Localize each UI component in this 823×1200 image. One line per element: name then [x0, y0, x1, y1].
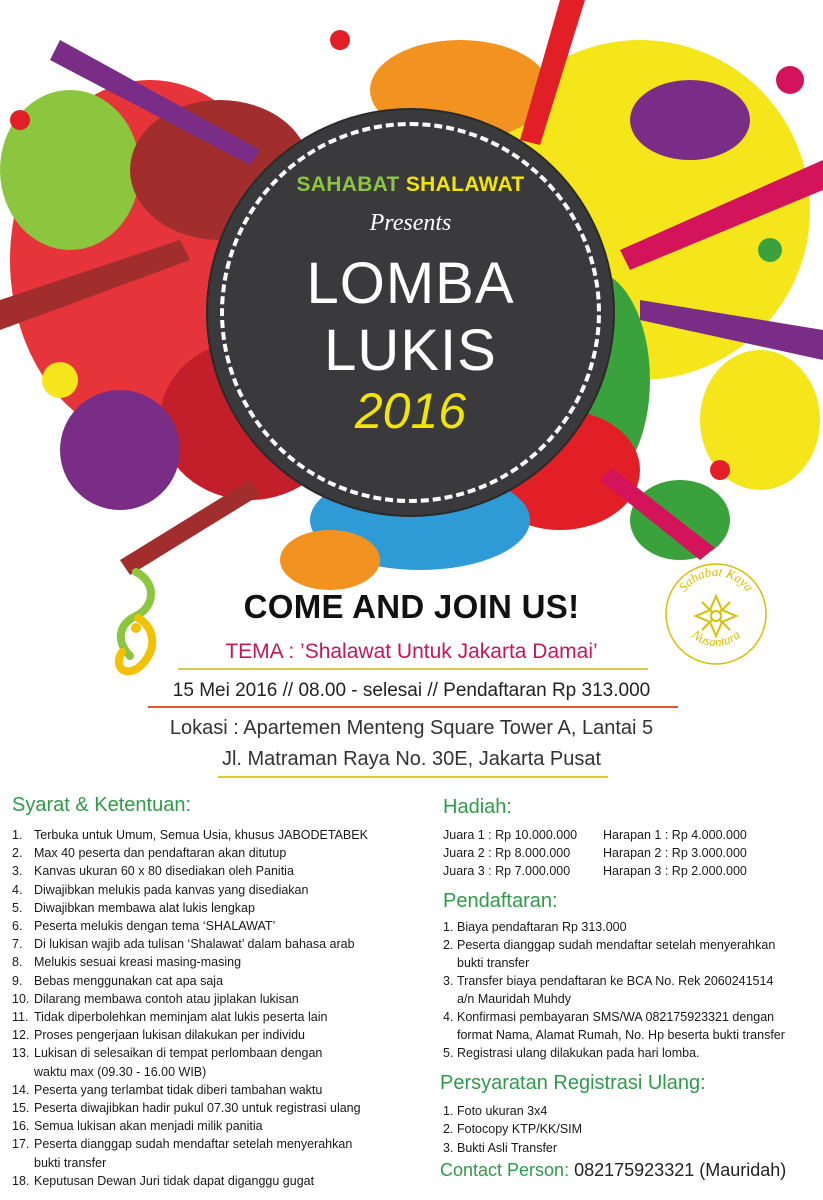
- list-item: [443, 918, 818, 936]
- list-item: [12, 1099, 432, 1117]
- item-number: 17.: [12, 1137, 30, 1152]
- list-item: [12, 917, 432, 935]
- item-number: 4.: [443, 1010, 454, 1024]
- location-line1: Lokasi : Apartemen Menteng Square Tower A, Lantai 5: [169, 717, 654, 739]
- location-underline: [218, 776, 608, 778]
- item-text-line: Dilarang membawa contoh atau jiplakan lukisan: [34, 991, 299, 1006]
- item-number: 18.: [12, 1173, 30, 1188]
- list-item: [12, 1117, 432, 1135]
- item-text: [34, 1026, 305, 1044]
- item-number: 12.: [12, 1028, 30, 1043]
- item-text-line: Konfirmasi pembayaran SMS/WA 082175923321 dengan: [457, 1010, 775, 1024]
- item-number: 10.: [12, 991, 30, 1006]
- theme-text: TEMA : ’Shalawat Untuk Jakarta Damai’: [225, 640, 598, 663]
- prize-row: [443, 862, 747, 880]
- item-text: [34, 953, 241, 971]
- item-text: [457, 1044, 700, 1062]
- item-text: [457, 1008, 785, 1044]
- item-number: 5.: [12, 900, 23, 915]
- list-item: [12, 1008, 432, 1026]
- item-number: 11.: [12, 1010, 29, 1025]
- item-text-line: Transfer biaya pendaftaran ke BCA No. Rek 2060241514: [457, 974, 774, 988]
- event-title-line2: LUKIS: [324, 318, 497, 383]
- item-text: [34, 1044, 322, 1080]
- item-text-line: Peserta yang terlambat tidak diberi tambahan waktu: [34, 1082, 323, 1097]
- item-number: 8.: [12, 955, 23, 970]
- item-text: [34, 844, 286, 862]
- list-item: [443, 1120, 582, 1138]
- contact-label: Contact Person:: [440, 1160, 570, 1180]
- item-number: 2.: [12, 846, 23, 861]
- item-text: [457, 936, 775, 972]
- prizes-table: [443, 826, 747, 881]
- item-text-line: Melukis sesuai kreasi masing-masing: [34, 955, 242, 970]
- item-text-line: Peserta dianggap sudah mendaftar setelah menyerahkan: [457, 938, 776, 952]
- prizes-heading: Hadiah:: [443, 796, 512, 818]
- item-text: [457, 918, 627, 936]
- prize-row: [443, 844, 747, 862]
- item-text-line: bukti transfer: [457, 956, 530, 970]
- item-number: 1.: [443, 920, 454, 934]
- title-badge: [208, 110, 613, 515]
- theme-underline: [178, 668, 648, 670]
- date-time-fee: 15 Mei 2016 // 08.00 - selesai // Pendaftaran Rp 313.000: [172, 680, 651, 701]
- presents-text: Presents: [369, 210, 452, 236]
- prize-harapan: Harapan 2 : Rp 3.000.000: [603, 846, 747, 861]
- item-text: [34, 881, 308, 899]
- item-number: 4.: [12, 882, 23, 897]
- item-text-line: Keputusan Dewan Juri tidak dapat diganggu gugat: [34, 1173, 315, 1188]
- list-item: [12, 844, 432, 862]
- date-underline: [148, 706, 678, 708]
- item-text-line: Tidak diperbolehkan meminjam alat lukis peserta lain: [34, 1010, 328, 1025]
- item-text-line: Biaya pendaftaran Rp 313.000: [457, 920, 627, 934]
- item-text: [34, 826, 368, 844]
- item-number: 13.: [12, 1046, 30, 1061]
- reregistration-list: [443, 1102, 582, 1157]
- list-item: [12, 1081, 432, 1099]
- item-text: Bukti Asli Transfer: [457, 1140, 558, 1155]
- organizer-name: [208, 173, 613, 197]
- item-number: 1.: [12, 828, 23, 842]
- prize-harapan: Harapan 1 : Rp 4.000.000: [603, 828, 747, 842]
- item-text-line: waktu max (09.30 - 16.00 WIB): [34, 1064, 207, 1079]
- list-item: [443, 972, 818, 1008]
- list-item: [443, 1139, 582, 1157]
- call-to-action: COME AND JOIN US!: [243, 588, 580, 625]
- list-item: [12, 935, 432, 953]
- item-text: [34, 972, 223, 990]
- list-item: [443, 1044, 818, 1062]
- organizer-name-part2: SHALAWAT: [405, 173, 525, 196]
- item-text-line: Bebas menggunakan cat apa saja: [34, 973, 224, 988]
- terms-list: [12, 826, 432, 1190]
- item-text-line: Diwajibkan membawa alat lukis lengkap: [34, 900, 255, 915]
- registration-list: [443, 918, 818, 1062]
- item-number: 6.: [12, 919, 23, 934]
- list-item: [12, 826, 432, 844]
- prize-juara: Juara 2 : Rp 8.000.000: [443, 846, 571, 861]
- list-item: [12, 899, 432, 917]
- item-text: Fotocopy KTP/KK/SIM: [457, 1122, 583, 1137]
- item-text-line: Diwajibkan melukis pada kanvas yang disediakan: [34, 882, 309, 897]
- item-text-line: bukti transfer: [34, 1155, 107, 1170]
- svg-text:Nusantara: Nusantara: [689, 626, 743, 650]
- prize-juara: Juara 3 : Rp 7.000.000: [443, 864, 571, 879]
- item-number: 3.: [443, 974, 454, 988]
- item-text-line: Lukisan di selesaikan di tempat perlombaan dengan: [34, 1046, 323, 1061]
- item-number: 1.: [443, 1104, 454, 1118]
- item-text: [457, 972, 773, 1008]
- reregistration-heading: Persyaratan Registrasi Ulang:: [440, 1072, 706, 1094]
- event-title-line1: LOMBA: [306, 251, 515, 316]
- list-item: [12, 953, 432, 971]
- item-text: [34, 1117, 263, 1135]
- item-number: 2.: [443, 938, 454, 952]
- item-text-line: Proses pengerjaan lukisan dilakukan per individu: [34, 1028, 306, 1043]
- item-number: 3.: [443, 1140, 454, 1155]
- item-text: [34, 862, 294, 880]
- item-number: 5.: [443, 1046, 454, 1060]
- list-item: [12, 972, 432, 990]
- item-text: [34, 917, 275, 935]
- item-text-line: Di lukisan wajib ada tulisan ‘Shalawat’ dalam bahasa arab: [34, 937, 355, 952]
- registration-heading: Pendaftaran:: [443, 890, 558, 912]
- item-number: 14.: [12, 1082, 30, 1097]
- organizer-name-part1: SAHABAT: [296, 173, 400, 196]
- list-item: [443, 1102, 582, 1120]
- item-text: [34, 990, 299, 1008]
- location-line2: Jl. Matraman Raya No. 30E, Jakarta Pusat: [221, 748, 602, 770]
- item-text: [34, 1099, 361, 1117]
- prize-juara: Juara 1 : Rp 10.000.000: [443, 828, 578, 842]
- item-text: [34, 1008, 327, 1026]
- item-text: [34, 899, 255, 917]
- item-text-line: Peserta dianggap sudah mendaftar setelah menyerahkan: [34, 1137, 353, 1152]
- item-number: 15.: [12, 1101, 30, 1116]
- list-item: [12, 881, 432, 899]
- item-number: 16.: [12, 1119, 30, 1134]
- item-text-line: Terbuka untuk Umum, Semua Usia, khusus JABODETABEK: [34, 828, 368, 842]
- list-item: [12, 990, 432, 1008]
- list-item: [443, 1008, 818, 1044]
- list-item: [12, 1044, 432, 1080]
- item-text: [34, 1135, 352, 1171]
- item-text: Foto ukuran 3x4: [457, 1104, 548, 1118]
- item-number: 2.: [443, 1122, 454, 1137]
- item-text-line: a/n Mauridah Muhdy: [457, 992, 571, 1006]
- item-text-line: Semua lukisan akan menjadi milik panitia: [34, 1119, 263, 1134]
- terms-heading: Syarat & Ketentuan:: [12, 794, 192, 816]
- item-text-line: Peserta melukis dengan tema ‘SHALAWAT’: [34, 919, 276, 934]
- item-text-line: format Nama, Alamat Rumah, No. Hp beserta bukti transfer: [457, 1028, 785, 1042]
- prize-harapan: Harapan 3 : Rp 2.000.000: [603, 864, 747, 879]
- list-item: [12, 1172, 432, 1190]
- item-number: 9.: [12, 973, 23, 988]
- contact-person: [440, 1160, 786, 1181]
- item-text-line: Peserta diwajibkan hadir pukul 07.30 untuk registrasi ulang: [34, 1101, 361, 1116]
- event-year: 2016: [354, 383, 467, 439]
- svg-text:Sahabat Kaya: Sahabat Kaya: [675, 563, 757, 595]
- item-text-line: Max 40 peserta dan pendaftaran akan ditutup: [34, 846, 287, 861]
- prize-row: [443, 826, 747, 844]
- item-text: [34, 935, 355, 953]
- list-item: [12, 862, 432, 880]
- list-item: [12, 1135, 432, 1171]
- item-text: [34, 1081, 322, 1099]
- item-number: 7.: [12, 937, 23, 952]
- item-text-line: Registrasi ulang dilakukan pada hari lomba.: [457, 1046, 700, 1060]
- list-item: [443, 936, 818, 972]
- item-text-line: Kanvas ukuran 60 x 80 disediakan oleh Panitia: [34, 864, 294, 879]
- contact-value: 082175923321 (Mauridah): [574, 1160, 787, 1180]
- item-number: 3.: [12, 864, 23, 879]
- item-text: [34, 1172, 314, 1190]
- list-item: [12, 1026, 432, 1044]
